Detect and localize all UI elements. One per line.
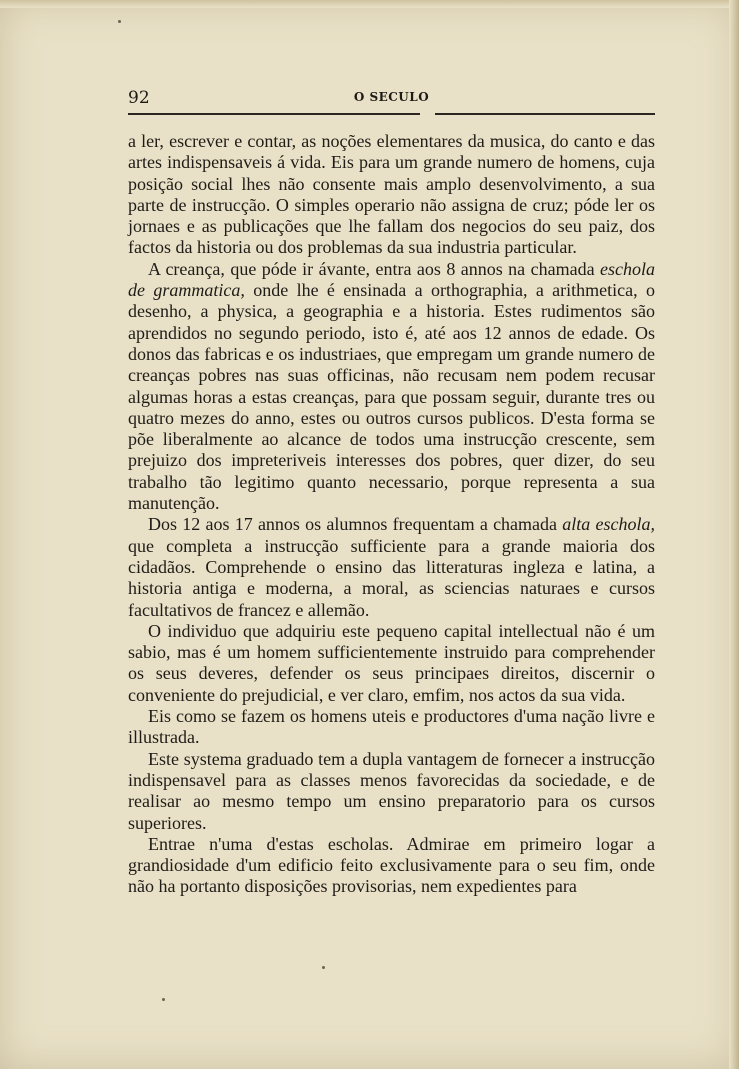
paragraph-text: a ler, escrever e contar, as noções elementares da musica, do canto e das artes indispensaveis á vida. Eis para um grande numero de homens, cuja posição social lhes não consente mais amplo desenvolvimento, a sua parte de instrucção. O simples operario não assigna de cruz; póde ler os jornaes e as publicações que lhe fallam dos negocios do seu paiz, dos factos da historia ou dos problemas da sua industria particular. (128, 131, 655, 258)
paragraph (128, 259, 655, 515)
paper-speck (322, 966, 325, 969)
paragraph-text: Eis como se fazem os homens uteis e productores d'uma nação livre e illustrada. (128, 706, 655, 748)
paragraph (128, 706, 655, 749)
paragraph (128, 514, 655, 620)
paper-speck (162, 998, 165, 1001)
body-text (128, 131, 655, 898)
italic-term: alta eschola, (562, 514, 655, 535)
header-rule-right (435, 113, 655, 115)
paragraph-text: A creança, que póde ir ávante, entra aos 8 annos na chamada (148, 258, 601, 279)
paragraph-text: O individuo que adquiriu este pequeno capital intellectual não é um sabio, mas é um homem sufficientemente instruido para comprehender os seus deveres, defender os seus principaes direitos, discernir o conveniente do prejudicial, e ver claro, emfim, nos actos da sua vida. (128, 620, 655, 705)
paragraph-text: que completa a instrucção sufficiente para a grande maioria dos cidadãos. Comprehende o ensino das litteraturas ingleza e latina, a historia antiga e moderna, a moral, as sciencias naturaes e cursos facultativos de francez e allemão. (128, 535, 655, 620)
paragraph-text: onde lhe é ensinada a orthographia, a arithmetica, o desenho, a physica, a geographia e a historia. Estes rudimentos são aprendidos no segundo periodo, isto é, até aos 12 annos de edade. Os donos das fabricas e os industriaes, que empregam um grande numero de creanças pobres nas suas officinas, não recusam nem podem recusar algumas horas a estas creanças, para que possam seguir, durante tres ou quatro mezes do anno, estes ou outros cursos publicos. D'esta forma se põe liberalmente ao alcance de todos uma instrucção crescente, sem prejuizo dos impreteriveis interesses dos pobres, quer dizer, do seu trabalho tão legitimo quanto necessario, porque representa a sua manutenção. (128, 280, 655, 514)
paragraph (128, 749, 655, 834)
paragraph (128, 131, 655, 259)
page-right-edge (729, 0, 739, 1069)
running-title: O SECULO (353, 90, 430, 104)
paragraph (128, 621, 655, 706)
paragraph-text: Dos 12 aos 17 annos os alumnos frequentam a chamada (148, 514, 563, 535)
italic-term: eschola de grammatica, (128, 258, 655, 301)
paragraph (128, 834, 655, 898)
page-top-edge (0, 0, 739, 8)
paper-speck (118, 20, 121, 23)
paragraph-text: Este systema graduado tem a dupla vantagem de fornecer a instrucção indispensavel para as classes menos favorecidas da sociedade, e de realisar ao mesmo tempo um ensino preparatorio para os cursos superiores. (128, 748, 655, 833)
page-number: 92 (128, 88, 150, 108)
header-rule-left (128, 113, 420, 115)
paragraph-text: Entrae n'uma d'estas escholas. Admirae em primeiro logar a grandiosidade d'um edificio feito exclusivamente para o seu fim, onde não ha portanto disposições provisorias, nem expedientes para (128, 833, 655, 897)
page-header (128, 88, 655, 118)
